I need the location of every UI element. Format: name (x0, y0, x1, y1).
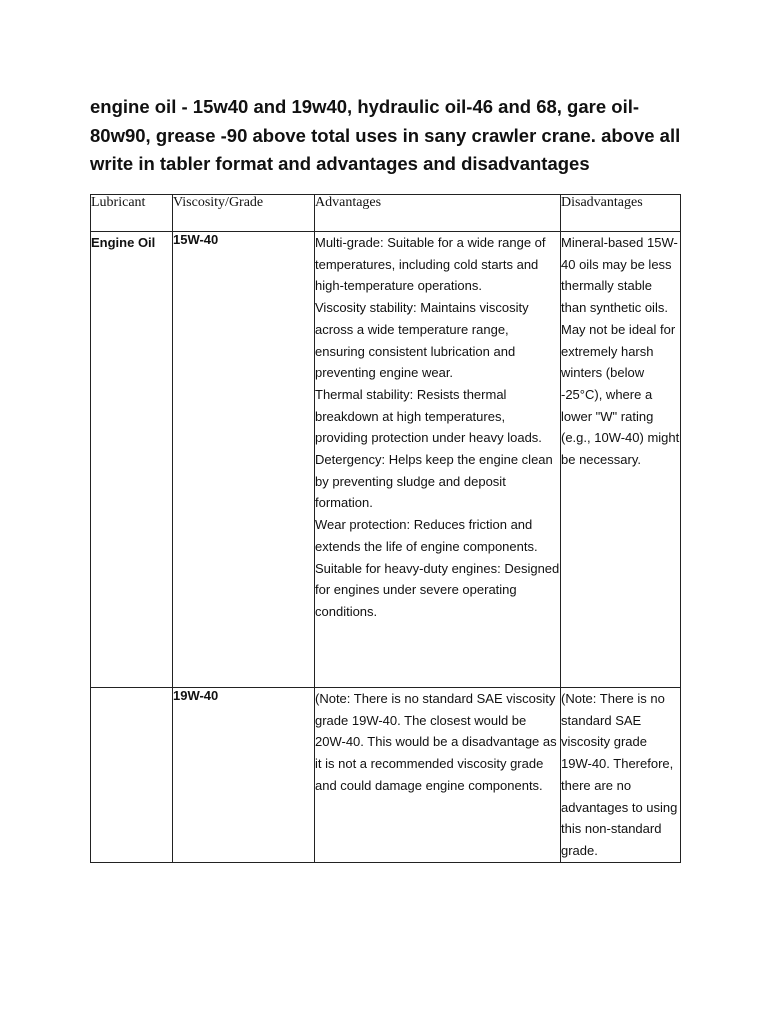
header-viscosity-grade: Viscosity/Grade (173, 195, 315, 232)
disadvantages-cell (561, 232, 681, 688)
disadvantages-cell (561, 688, 681, 863)
grade-value: 15W-40 (173, 232, 219, 247)
advantages-cell (315, 232, 561, 688)
grade-value: 19W-40 (173, 688, 219, 703)
table-row (91, 232, 681, 688)
document-title: engine oil - 15w40 and 19w40, hydraulic oil-46 and 68, gare oil-80w90, grease -90 above total uses in sany crawler crane. above all write in tabler format and advantages and disadvantages (90, 96, 681, 174)
disadvantage-item: (Note: There is no standard SAE viscosity grade 19W-40. Therefore, there are no advantages to using this non-standard grade. (561, 691, 678, 858)
table-header-row (91, 195, 681, 232)
table-row (91, 688, 681, 863)
lubricant-cell (91, 232, 173, 688)
disadvantage-item: Mineral-based 15W-40 oils may be less thermally stable than synthetic oils. (561, 235, 678, 316)
disadvantage-item: May not be ideal for extremely harsh winters (below -25°C), where a lower "W" rating (e.g., 10W-40) might be necessary. (561, 321, 680, 468)
grade-cell (173, 688, 315, 863)
lubricant-name: Engine Oil (91, 235, 156, 250)
advantage-item: Viscosity stability: Maintains viscosity across a wide temperature range, ensuring consistent lubrication and preventing engine wear. (315, 300, 529, 381)
header-lubricant: Lubricant (91, 195, 173, 232)
header-advantages: Advantages (315, 195, 561, 232)
advantage-item: Multi-grade: Suitable for a wide range of temperatures, including cold starts and high-temperature operations. (315, 235, 546, 294)
advantages-cell (315, 688, 561, 863)
advantage-item: (Note: There is no standard SAE viscosity grade 19W-40. The closest would be 20W-40. This would be a disadvantage as it is not a recommended viscosity grade and could damage engine components. (315, 691, 557, 793)
advantage-item: Thermal stability: Resists thermal breakdown at high temperatures, providing protection under heavy loads. (315, 386, 542, 446)
advantage-item: Suitable for heavy-duty engines: Designed for engines under severe operating conditions. (315, 560, 560, 619)
grade-cell (173, 232, 315, 688)
advantage-item: Detergency: Helps keep the engine clean by preventing sludge and deposit formation. (315, 452, 553, 511)
header-disadvantages: Disadvantages (561, 195, 681, 232)
lubricant-table (90, 194, 681, 863)
lubricant-cell (91, 688, 173, 863)
advantage-item: Wear protection: Reduces friction and extends the life of engine components. (315, 517, 538, 554)
